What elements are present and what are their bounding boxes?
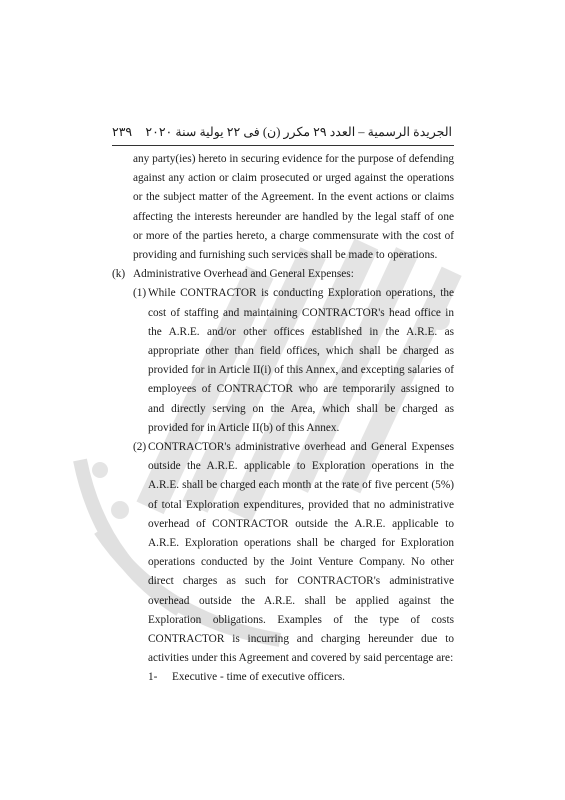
item-text: CONTRACTOR's administrative overhead and General Expenses outside the A.R.E. applicable to Exploration operations in the A.R.E. shall be charged each month at the rate of five percent (5%) of total Exploration expenditures, provided that no administrative overhead of CONTRACTOR outside the A.R.E. applicable to A.R.E. Exploration operations shall be charged for Exploration operations conducted by the Joint Venture Company. No other direct charges as such for CONTRACTOR's administrative overhead outside the A.R.E. shall be applied against the Exploration obligations. Examples of the type of costs CONTRACTOR is incurring and charging hereunder due to activities under this Agreement and covered by said percentage are: xyxy=(148,441,454,665)
list-item xyxy=(148,668,454,687)
document-body xyxy=(112,150,454,688)
section-k-heading xyxy=(112,265,454,284)
item-text: While CONTRACTOR is conducting Exploration operations, the cost of staffing and maintaining CONTRACTOR's head office in the A.R.E. and/or other offices established in the A.R.E. as appropriate other than field offices, which shall be charged as provided for in Article II(i) of this Annex, and excepting salaries of employees of CONTRACTOR who are temporarily assigned to and directly serving on the Area, which shall be charged as provided for in Article II(b) of this Annex. xyxy=(148,287,454,434)
item-label: (1) xyxy=(133,287,147,300)
header-title: الجريدة الرسمية – العدد ٢٩ مكرر (ن) فى ٢٢ يولية سنة ٢٠٢٠ xyxy=(145,125,452,139)
page-number: ٢٣٩ xyxy=(112,125,133,139)
section-k-label: (k) xyxy=(112,268,126,281)
header-divider xyxy=(112,145,454,146)
section-k-item-2 xyxy=(133,438,454,668)
section-k-title: Administrative Overhead and General Expenses: xyxy=(133,268,354,281)
list-item-text: Executive - time of executive officers. xyxy=(172,671,345,684)
gazette-header xyxy=(112,124,452,140)
section-k-item-1 xyxy=(133,284,454,438)
continuation-paragraph: any party(ies) hereto in securing evidence for the purpose of defending against any action or claim prosecuted or urged against the operations or the subject matter of the Agreement. In the event actions or claims affecting the interests hereunder are handled by the legal staff of one or more of the parties hereto, a charge commensurate with the cost of providing and furnishing such services shall be made to operations. xyxy=(133,153,454,262)
list-item-label: 1- xyxy=(148,671,158,684)
item-label: (2) xyxy=(133,441,147,454)
